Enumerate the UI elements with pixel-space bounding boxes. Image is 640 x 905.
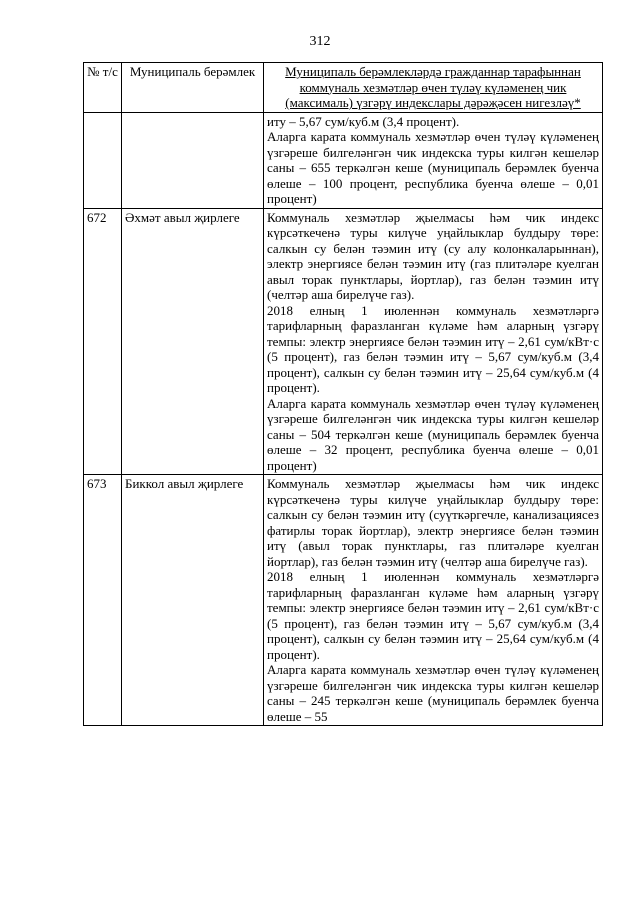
row-paragraph: Коммуналь хезмәтләр җыелмасы һәм чик индекс күрсәткеченә туры килүче уңайлыклар булдыру төре: салкын су белән тәэмин итү (су алу колонкаларыннан), электр энергиясе белән тәэмин итү (газ плитәләре куелган авыл торак пунктлары, йортлар), газ белән тәэмин итү (челтәр аша бирелүче газ). bbox=[267, 209, 599, 302]
row-basis bbox=[264, 112, 603, 208]
row-paragraph: Аларга карата коммуналь хезмәтләр өчен түләү күләменең үзгәреше билгеләнгән чик индекска туры килгән кешеләр саны – 504 теркәлгән кеше (муниципаль берәмлек буенча өлеше – 32 процент, республика буенча өлеше – 0,01 процент) bbox=[267, 395, 599, 473]
row-paragraph: иту – 5,67 сум/куб.м (3,4 процент). bbox=[267, 113, 460, 129]
row-number bbox=[84, 112, 122, 208]
table-header-row bbox=[84, 63, 603, 113]
row-basis bbox=[264, 208, 603, 475]
table-row bbox=[84, 475, 603, 726]
row-paragraph: Аларга карата коммуналь хезмәтләр өчен түләү күләменең үзгәреше билгеләнгән чик индекска туры килгән кешеләр саны – 655 теркәлгән кеше (муниципаль берәмлек буенча өлеше – 100 процент, республика буенча өлеше – 0,01 процент) bbox=[267, 129, 599, 206]
row-paragraph: 2018 елның 1 июленнән коммуналь хезмәтләргә тарифларның фаразланган күләме һәм аларның үзгәрү темпы: электр энергиясе белән тәэмин итү – 2,61 сум/кВт·с (5 процент), газ белән тәэмин итү – 5,67 сум/куб.м (3,4 процент), салкын су белән тәэмин итү – 25,64 сум/куб.м (4 процент). bbox=[267, 569, 599, 662]
row-municipality: Биккол авыл җирлеге bbox=[122, 475, 264, 726]
header-basis-text: Муниципаль берәмлекләрдә гражданнар тарафыннан коммуналь хезмәтләр өчен түләү күләменең чик (максималь) үзгәрү индекслары дәрәҗәсен нигезләү* bbox=[285, 64, 581, 110]
row-paragraph: Аларга карата коммуналь хезмәтләр өчен түләү күләменең үзгәреше билгеләнгән чик индекска туры килгән кешеләр саны – 245 теркәлгән кеше (муниципаль берәмлек буенча өлеше – 55 bbox=[267, 662, 599, 724]
row-basis bbox=[264, 475, 603, 726]
tariff-table bbox=[83, 62, 603, 726]
header-number: № т/с bbox=[84, 63, 122, 113]
table-row bbox=[84, 208, 603, 475]
row-paragraph: 2018 елның 1 июленнән коммуналь хезмәтләргә тарифларның фаразланган күләме һәм аларның үзгәрү темпы: электр энергиясе белән тәэмин итү – 2,61 сум/кВт·с (5 процент), газ белән тәэмин итү – 5,67 сум/куб.м (3,4 процент), салкын су белән тәэмин итү – 25,64 сум/куб.м (4 процент). bbox=[267, 302, 599, 395]
page-number: 312 bbox=[309, 34, 331, 49]
row-number: 672 bbox=[84, 208, 122, 475]
row-number: 673 bbox=[84, 475, 122, 726]
table-row bbox=[84, 112, 603, 208]
row-paragraph: Коммуналь хезмәтләр җыелмасы һәм чик индекс күрсәткеченә туры килүче уңайлыклар булдыру төре: салкын су белән тәэмин итү (суүткәргечле, канализациясез фатирлы торак йортлар), электр энергиясе белән тәэмин итү (авыл торак пунктлары, газ плитәләре куелган йортлар), газ белән тәэмин итү (челтәр аша бирелүче газ). bbox=[267, 476, 599, 569]
row-municipality bbox=[122, 112, 264, 208]
header-basis bbox=[264, 63, 603, 113]
header-municipality: Муниципаль берәмлек bbox=[122, 63, 264, 113]
row-municipality: Әхмәт авыл җирлеге bbox=[122, 208, 264, 475]
